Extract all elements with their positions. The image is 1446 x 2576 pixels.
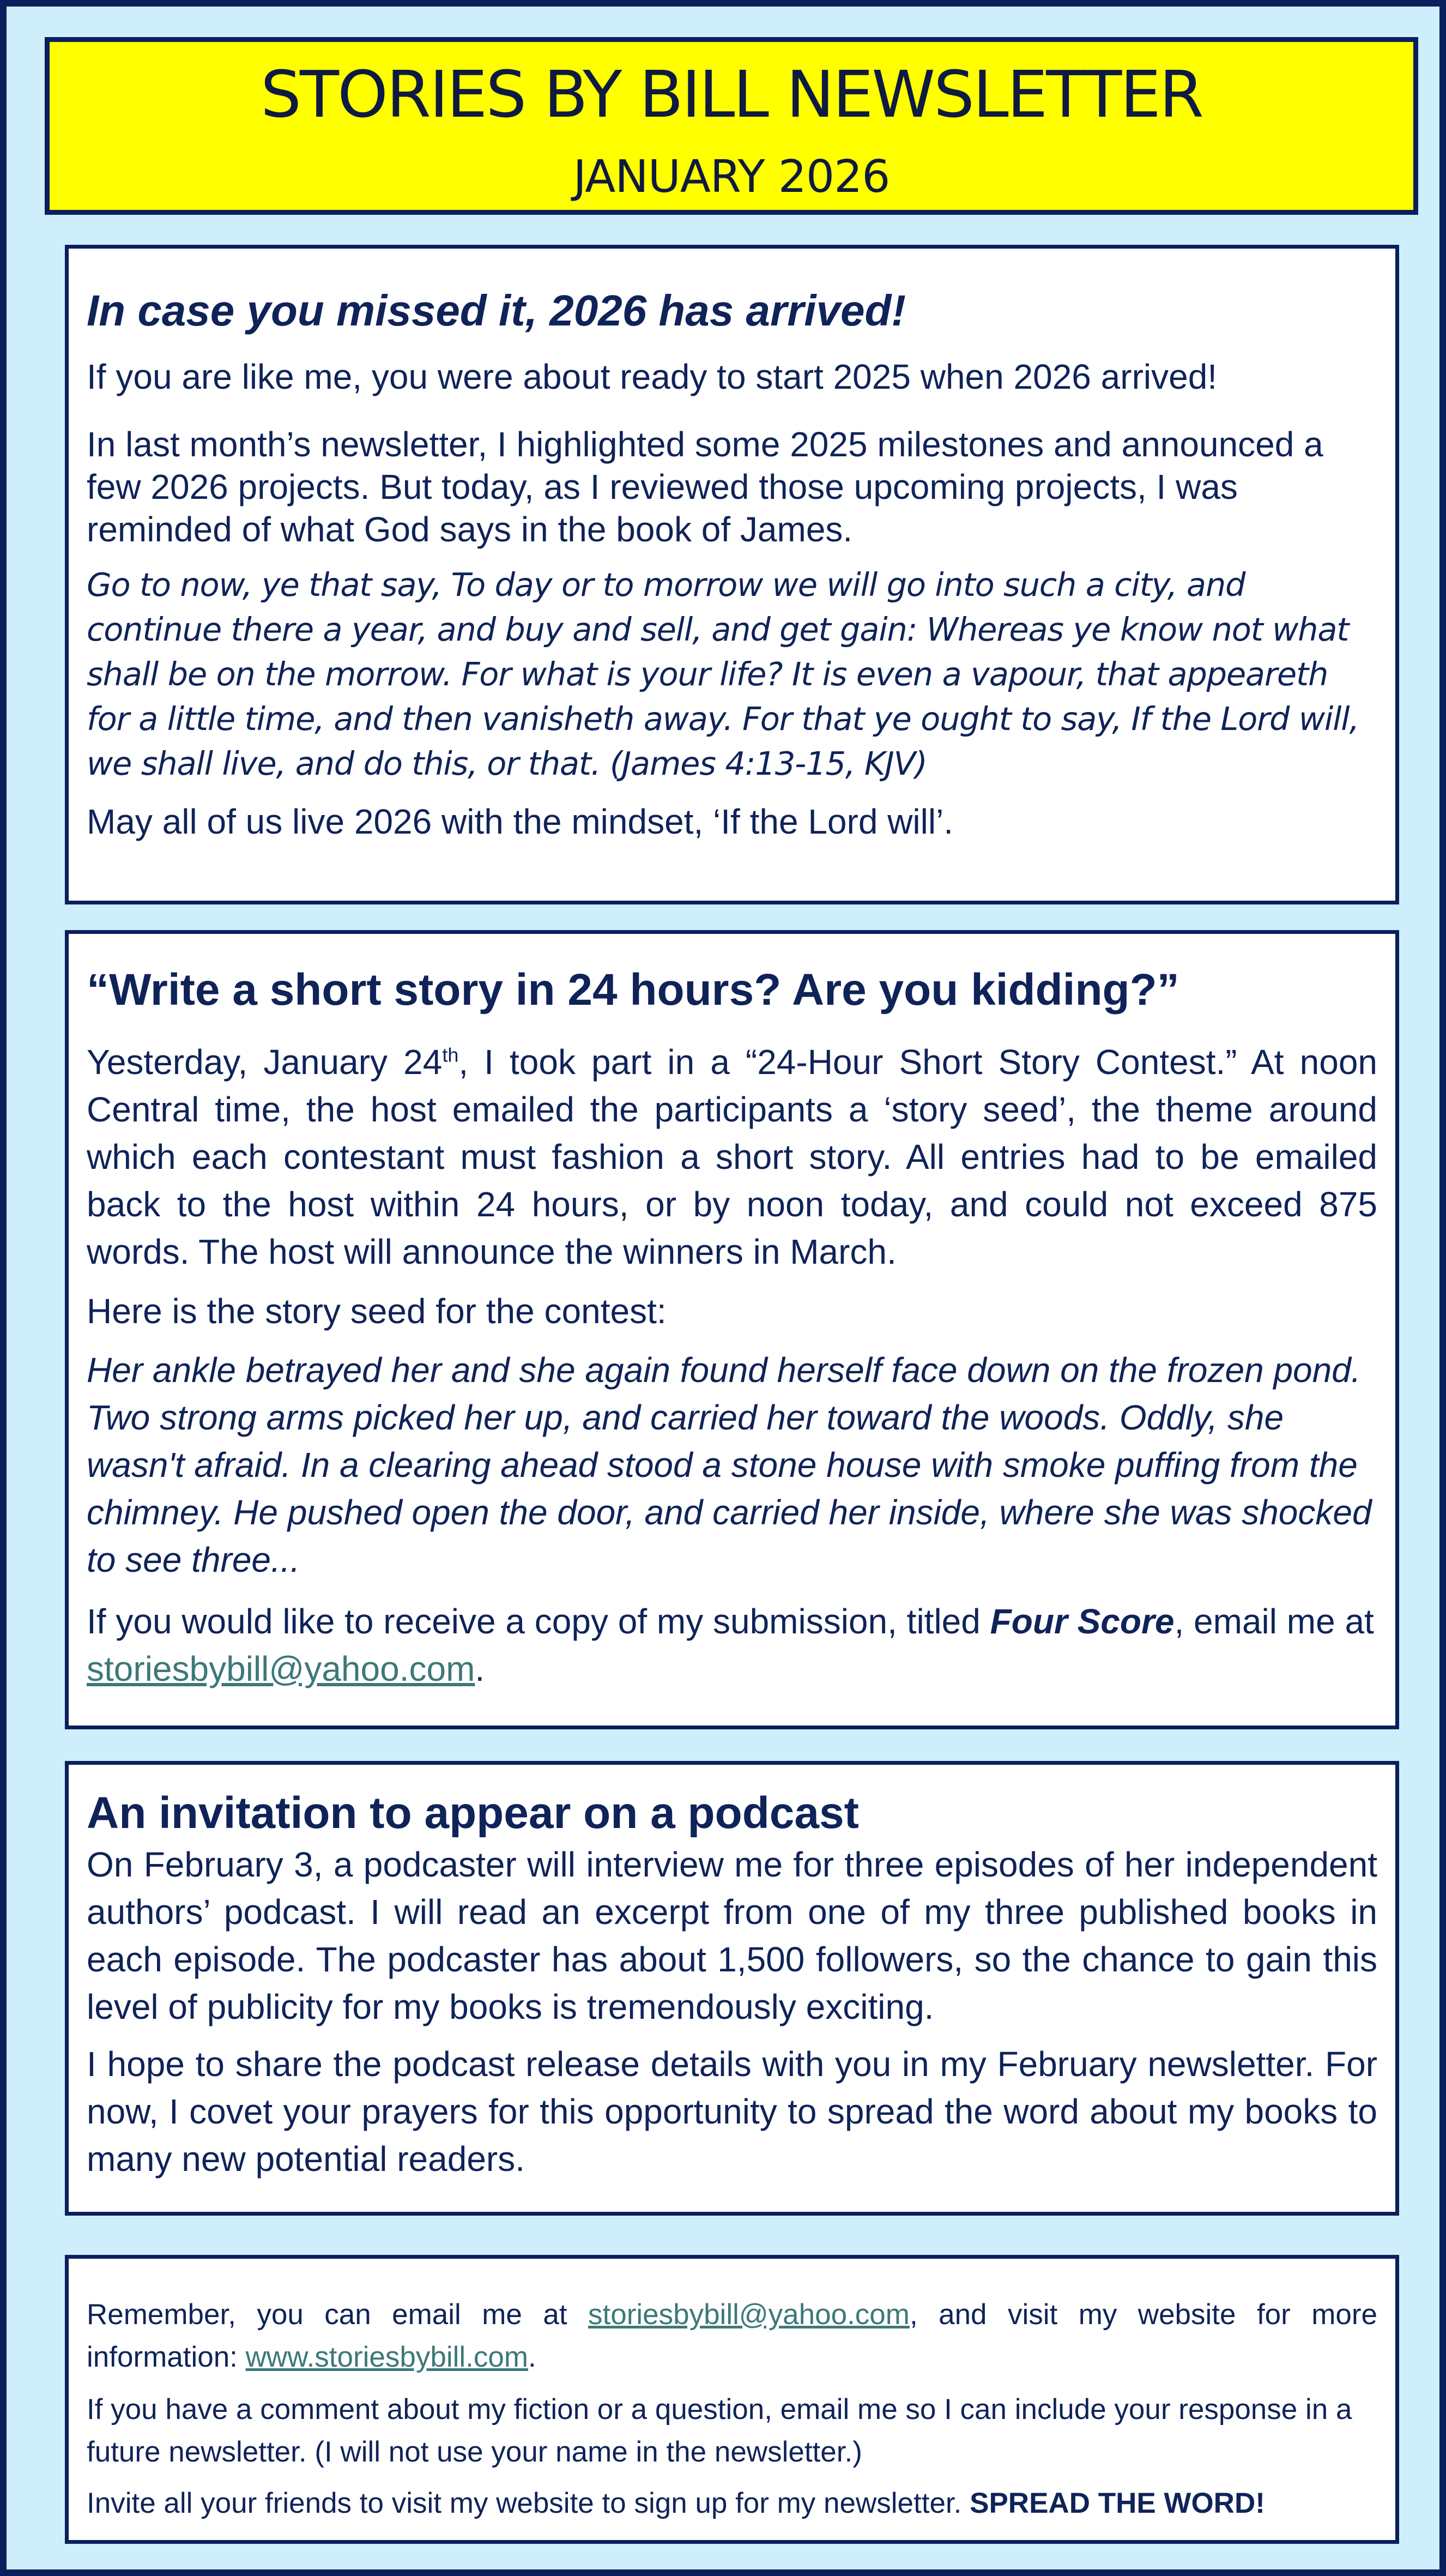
story-title: Four Score	[990, 1602, 1175, 1641]
paragraph-text: Yesterday, January 24	[87, 1042, 443, 1082]
footer-text: , and visit my website for more information:	[87, 2299, 1377, 2373]
paragraph: In last month’s newsletter, I highlighted some 2025 milestones and announced a few 2026 projects. But today, as I reviewed those upcoming projects, I was reminded of what God says in the book of James.	[87, 425, 1323, 549]
paragraph: May all of us live 2026 with the mindset, ‘If the Lord will’.	[87, 802, 954, 841]
paragraph: If you are like me, you were about ready to start 2025 when 2026 arrived!	[87, 357, 1218, 396]
paragraph-text: , I took part in a “24-Hour Short Story Contest.” At noon Central time, the host emailed the participants a ‘story seed’, the theme around which each contestant must fashion a short story. All entries had to be emailed back to the host within 24 hours, or by noon today, and could not exceed 875 words. The host will announce the winners in March.	[87, 1042, 1378, 1271]
section-heading: An invitation to appear on a podcast	[87, 1788, 859, 1838]
footer-paragraph	[87, 2482, 1377, 2525]
section-heading: In case you missed it, 2026 has arrived!	[87, 286, 906, 335]
email-link[interactable]: storiesbybill@yahoo.com	[588, 2299, 910, 2331]
newsletter-date: JANUARY 2026	[573, 151, 890, 203]
footer-paragraph	[87, 2294, 1377, 2379]
section-new-year	[65, 245, 1399, 904]
paragraph-text: .	[475, 1649, 485, 1688]
story-seed-quote: Her ankle betrayed her and she again found herself face down on the frozen pond. Two strong arms picked her up, and carried her toward the woods. Oddly, she wasn't afraid. In a clearing ahead stood a stone house with smoke puffing from the chimney. He pushed open the door, and carried her inside, where she was shocked to see three...	[87, 1350, 1372, 1579]
footer-text: Remember, you can email me at	[87, 2299, 588, 2331]
paragraph: Here is the story seed for the contest:	[87, 1292, 667, 1331]
footer-text: Invite all your friends to visit my website to sign up for my newsletter.	[87, 2487, 970, 2519]
spread-the-word: SPREAD THE WORD!	[970, 2487, 1265, 2519]
scripture-quote: Go to now, ye that say, To day or to morrow we will go into such a city, and continue there a year, and buy and sell, and get gain: Whereas ye know not what shall be on the morrow. For what is your life? It is even a vapour, that appeareth for a little time, and then vanisheth away. For that ye ought to say, If the Lord will, we shall live, and do this, or that. (James 4:13-15, KJV)	[87, 566, 1359, 782]
paragraph: I hope to share the podcast release details with you in my February newsletter. For now, I covet your prayers for this opportunity to spread the word about my books to many new potential readers.	[87, 2044, 1377, 2179]
footer-box	[65, 2255, 1399, 2544]
footer-paragraph: If you have a comment about my fiction or a question, email me so I can include your response in a future newsletter. (I will not use your name in the newsletter.)	[87, 2393, 1352, 2468]
newsletter-banner	[45, 37, 1418, 215]
paragraph-text: , email me at	[1174, 1602, 1374, 1641]
section-short-story-contest	[65, 930, 1399, 1729]
section-heading: “Write a short story in 24 hours? Are you kidding?”	[87, 965, 1179, 1015]
footer-text: .	[528, 2341, 536, 2373]
paragraph	[87, 1598, 1377, 1693]
newsletter-title: STORIES BY BILL NEWSLETTER	[261, 57, 1202, 132]
paragraph: On February 3, a podcaster will interview me for three episodes of her independent authors’ podcast. I will read an excerpt from one of my three published books in each episode. The podcaster has about 1,500 followers, so the chance to gain this level of publicity for my books is tremendously exciting.	[87, 1845, 1377, 2026]
email-link[interactable]: storiesbybill@yahoo.com	[87, 1649, 475, 1688]
section-podcast	[65, 1761, 1399, 2216]
website-link[interactable]: www.storiesbybill.com	[245, 2341, 528, 2373]
ordinal-suffix: th	[442, 1043, 459, 1066]
paragraph-text: If you would like to receive a copy of my submission, titled	[87, 1602, 990, 1641]
paragraph	[87, 1039, 1377, 1276]
